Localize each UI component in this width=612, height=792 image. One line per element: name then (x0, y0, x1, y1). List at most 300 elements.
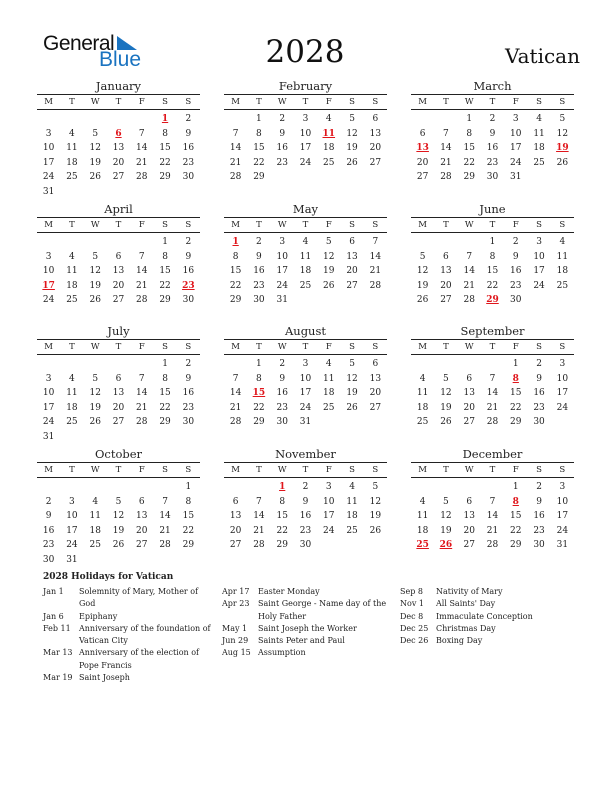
day: 20 (463, 402, 475, 413)
weekday-label: M (231, 220, 240, 230)
empty-cell (130, 480, 153, 495)
day: 13 (136, 511, 148, 521)
day: 19 (346, 388, 358, 398)
day: 17 (533, 266, 545, 276)
holiday-item (222, 586, 392, 598)
day-grid (224, 112, 387, 185)
day: 8 (256, 128, 262, 139)
day: 9 (185, 128, 192, 139)
day: 29 (510, 540, 522, 550)
day: 24 (323, 525, 335, 536)
weekday-label: F (325, 220, 332, 230)
holiday-name: Solemnity of Mary, Mother of God (79, 587, 199, 609)
day-grid (224, 357, 387, 430)
day: 29 (253, 417, 265, 427)
weekday-label: T (302, 97, 309, 107)
day: 13 (112, 388, 125, 398)
holiday-item (222, 598, 392, 623)
day: 15 (486, 266, 499, 276)
day: 28 (229, 172, 242, 182)
day: 24 (42, 172, 55, 182)
day: 16 (276, 388, 288, 398)
day: 15 (159, 266, 171, 276)
day: 16 (182, 388, 195, 398)
day: 16 (42, 525, 55, 536)
day: 4 (69, 373, 75, 384)
day: 26 (556, 157, 569, 168)
day: 28 (440, 172, 452, 182)
day: 30 (486, 172, 499, 182)
weekday-label: S (372, 465, 379, 475)
day: 19 (440, 402, 452, 413)
day: 20 (229, 525, 242, 536)
day: 13 (369, 373, 382, 384)
day: 20 (112, 280, 125, 291)
day: 3 (45, 251, 52, 262)
empty-cell (224, 480, 247, 495)
day-grid (37, 480, 200, 567)
holiday-date: Mar 13 (43, 648, 73, 658)
day: 16 (510, 266, 522, 276)
day: 7 (232, 128, 239, 139)
holiday-day: 8 (512, 496, 519, 507)
day: 10 (556, 373, 569, 384)
empty-cell (84, 480, 107, 495)
weekday-label: T (115, 342, 122, 352)
weekday-label: F (138, 465, 145, 475)
day: 9 (279, 373, 286, 384)
day-grid (224, 235, 387, 308)
day: 6 (443, 251, 449, 262)
day: 14 (136, 388, 148, 398)
day: 8 (162, 373, 168, 384)
day: 8 (466, 128, 473, 139)
holiday-day: 1 (279, 482, 286, 492)
holiday-item (222, 635, 392, 647)
day: 26 (89, 417, 101, 427)
day: 28 (136, 295, 148, 305)
holiday-name: Boxing Day (436, 636, 483, 646)
day: 12 (323, 251, 335, 262)
day: 24 (66, 540, 78, 550)
day: 23 (182, 402, 195, 413)
day: 4 (419, 373, 426, 384)
day: 14 (463, 266, 475, 276)
day: 20 (369, 143, 382, 153)
day: 9 (512, 251, 519, 262)
weekday-label: W (464, 342, 474, 352)
holiday-day: 17 (42, 280, 55, 291)
weekday-header (224, 217, 387, 233)
month-title: August (284, 324, 326, 338)
day: 21 (136, 402, 148, 413)
day: 29 (182, 540, 195, 550)
day: 1 (162, 359, 168, 369)
holiday-item (222, 623, 392, 635)
day: 2 (302, 482, 309, 492)
day: 11 (416, 388, 429, 398)
day: 12 (369, 496, 382, 507)
empty-cell (107, 480, 130, 495)
empty-cell (247, 480, 270, 495)
day: 4 (92, 496, 99, 507)
month-march (411, 79, 574, 185)
day: 7 (443, 128, 449, 139)
day: 25 (346, 525, 358, 536)
day: 9 (489, 128, 496, 139)
weekday-label: W (90, 220, 100, 230)
holiday-date: Apr 23 (222, 599, 250, 609)
day: 3 (536, 237, 542, 247)
day: 2 (45, 496, 52, 507)
day: 3 (45, 128, 52, 139)
day: 6 (372, 114, 379, 124)
empty-cell (130, 357, 153, 372)
day: 29 (159, 417, 171, 427)
empty-cell (60, 357, 83, 372)
day: 25 (323, 402, 335, 413)
day: 5 (92, 128, 99, 139)
day: 7 (489, 496, 496, 507)
empty-cell (411, 357, 434, 372)
day: 24 (510, 157, 522, 168)
weekday-label: M (418, 97, 427, 107)
day: 18 (66, 402, 78, 413)
day: 5 (419, 251, 426, 262)
weekday-label: S (372, 342, 379, 352)
month-may (224, 202, 387, 308)
day: 20 (463, 525, 475, 536)
holiday-name: Saints Peter and Paul (258, 636, 345, 646)
month-title: April (104, 202, 133, 216)
day: 9 (256, 251, 262, 262)
day: 27 (112, 172, 125, 182)
month-title: February (278, 79, 333, 93)
day-grid (224, 480, 387, 553)
country-title: Vatican (505, 44, 580, 68)
day: 21 (463, 280, 475, 291)
day: 27 (346, 280, 358, 291)
day: 31 (510, 172, 522, 182)
month-title: November (275, 447, 336, 461)
weekday-label: F (325, 465, 332, 475)
day: 22 (463, 157, 475, 168)
weekday-label: S (185, 97, 192, 107)
day: 12 (89, 388, 101, 398)
weekday-label: W (277, 97, 287, 107)
day: 10 (42, 143, 55, 153)
day: 30 (42, 554, 55, 565)
day: 26 (346, 402, 358, 413)
day: 10 (42, 388, 55, 398)
day: 13 (463, 388, 475, 398)
day: 15 (463, 143, 475, 153)
day: 9 (185, 251, 192, 262)
day: 22 (159, 280, 171, 291)
day: 25 (66, 417, 78, 427)
weekday-label: S (162, 342, 168, 352)
day-grid (411, 112, 574, 185)
holiday-name: Saint George - Name day of the Holy Father (258, 599, 387, 621)
day: 2 (256, 237, 262, 247)
day: 29 (463, 172, 475, 182)
day: 30 (510, 295, 522, 305)
day: 7 (138, 373, 145, 384)
day: 23 (486, 157, 499, 168)
day: 3 (279, 237, 286, 247)
day: 7 (489, 373, 496, 384)
day: 13 (440, 266, 452, 276)
day: 5 (92, 373, 99, 384)
day: 21 (229, 402, 242, 413)
weekday-label: T (443, 465, 449, 475)
day: 3 (302, 359, 309, 369)
weekday-label: F (512, 97, 519, 107)
day: 7 (162, 496, 168, 507)
day: 5 (349, 114, 355, 124)
day: 26 (89, 172, 101, 182)
weekday-label: T (443, 97, 449, 107)
weekday-label: T (256, 220, 262, 230)
empty-cell (107, 357, 130, 372)
day: 21 (136, 157, 148, 168)
day: 2 (185, 114, 192, 124)
weekday-label: M (44, 465, 53, 475)
day: 25 (416, 417, 429, 427)
weekday-label: T (302, 465, 309, 475)
day: 22 (510, 525, 522, 536)
day: 30 (299, 540, 312, 550)
day: 15 (182, 511, 195, 521)
day: 29 (510, 417, 522, 427)
day: 17 (299, 388, 312, 398)
day: 31 (66, 554, 78, 565)
day: 11 (66, 266, 78, 276)
day: 5 (349, 359, 355, 369)
weekday-label: M (418, 342, 427, 352)
day: 18 (323, 388, 335, 398)
empty-cell (434, 112, 457, 127)
holiday-day: 6 (115, 128, 122, 139)
day: 3 (45, 373, 52, 384)
holiday-name: Assumption (258, 648, 306, 658)
empty-cell (458, 480, 481, 495)
month-title: May (292, 202, 319, 216)
weekday-label: T (69, 97, 75, 107)
day: 22 (182, 525, 195, 536)
day: 10 (556, 496, 569, 507)
day: 12 (416, 266, 429, 276)
day: 30 (533, 540, 545, 550)
holiday-date: Sep 8 (400, 587, 423, 596)
month-title: September (460, 324, 525, 338)
weekday-header (37, 339, 200, 355)
day: 20 (346, 266, 358, 276)
day: 3 (559, 359, 566, 369)
day: 2 (185, 359, 192, 369)
weekday-label: T (69, 342, 75, 352)
day: 24 (299, 157, 312, 168)
day: 14 (486, 511, 499, 521)
month-december (411, 447, 574, 553)
day: 9 (45, 511, 52, 521)
day: 5 (115, 496, 122, 507)
day: 28 (369, 280, 382, 291)
holiday-date: Dec 26 (400, 636, 429, 646)
weekday-label: T (115, 465, 122, 475)
day: 2 (185, 237, 192, 247)
empty-cell (411, 235, 434, 250)
weekday-label: T (489, 342, 496, 352)
month-april (37, 202, 200, 308)
day: 21 (136, 280, 148, 291)
day: 10 (276, 251, 288, 262)
month-title: July (107, 324, 130, 338)
weekday-label: T (69, 465, 75, 475)
day: 4 (419, 496, 426, 507)
day: 29 (253, 172, 265, 182)
weekday-label: M (44, 220, 53, 230)
day: 23 (276, 402, 288, 413)
day: 6 (372, 359, 379, 369)
day: 18 (346, 511, 358, 521)
day: 6 (466, 373, 473, 384)
weekday-label: T (256, 465, 262, 475)
holidays-title: 2028 Holidays for Vatican (43, 572, 174, 582)
day: 28 (229, 417, 242, 427)
day: 5 (372, 482, 379, 492)
day: 22 (229, 280, 242, 291)
weekday-header (224, 94, 387, 110)
holiday-item (400, 598, 570, 610)
day: 18 (416, 525, 429, 536)
weekday-label: M (44, 97, 53, 107)
day: 20 (136, 525, 148, 536)
holiday-date: Aug 15 (222, 648, 251, 658)
day: 28 (136, 172, 148, 182)
day: 11 (416, 511, 429, 521)
day: 19 (89, 402, 101, 413)
weekday-label: T (256, 97, 262, 107)
day: 9 (185, 373, 192, 384)
day: 12 (89, 143, 101, 153)
weekday-header (224, 462, 387, 478)
day: 3 (512, 114, 519, 124)
day: 2 (279, 114, 286, 124)
day: 15 (253, 143, 265, 153)
month-june (411, 202, 574, 308)
day: 17 (556, 388, 569, 398)
holiday-item (222, 647, 392, 659)
day: 8 (489, 251, 496, 262)
day: 8 (185, 496, 192, 507)
day: 27 (112, 295, 125, 305)
holiday-date: Dec 8 (400, 611, 424, 621)
day: 22 (253, 157, 265, 168)
day: 14 (136, 266, 148, 276)
day: 4 (536, 114, 542, 124)
day: 8 (256, 373, 262, 384)
weekday-label: F (325, 342, 332, 352)
day: 27 (440, 295, 452, 305)
weekday-label: F (512, 465, 519, 475)
empty-cell (107, 112, 130, 127)
month-february (224, 79, 387, 185)
day: 16 (182, 266, 195, 276)
day: 30 (533, 417, 545, 427)
day-grid (37, 357, 200, 444)
weekday-label: W (464, 220, 474, 230)
empty-cell (60, 112, 83, 127)
day: 9 (536, 373, 542, 384)
day: 11 (556, 251, 569, 262)
weekday-label: S (162, 97, 168, 107)
day: 23 (253, 280, 265, 291)
holiday-name: Anniversary of the election of Pope Francis (79, 648, 200, 670)
day: 30 (182, 417, 195, 427)
day: 31 (556, 540, 569, 550)
weekday-label: S (349, 97, 355, 107)
holiday-name: All Saints' Day (436, 599, 496, 609)
day: 2 (279, 359, 286, 369)
day: 20 (416, 157, 429, 168)
weekday-label: S (559, 465, 566, 475)
weekday-label: W (464, 97, 474, 107)
day-grid (411, 480, 574, 553)
day: 19 (440, 525, 452, 536)
day: 16 (182, 143, 195, 153)
day: 8 (162, 251, 168, 262)
day: 24 (42, 417, 55, 427)
day: 20 (112, 402, 125, 413)
day: 26 (416, 295, 429, 305)
empty-cell (411, 480, 434, 495)
day: 31 (42, 431, 55, 442)
holiday-day: 26 (439, 540, 453, 550)
empty-cell (458, 235, 481, 250)
day: 22 (253, 402, 265, 413)
day: 22 (276, 525, 288, 536)
weekday-header (411, 94, 574, 110)
day: 21 (486, 525, 499, 536)
day: 7 (232, 373, 239, 384)
empty-cell (434, 357, 457, 372)
logo-text-general: General (43, 32, 115, 55)
day: 26 (369, 525, 382, 536)
weekday-label: S (162, 465, 168, 475)
day: 14 (229, 143, 242, 153)
day: 4 (559, 237, 566, 247)
day: 23 (533, 525, 545, 536)
day: 30 (253, 295, 265, 305)
empty-cell (130, 235, 153, 250)
day: 18 (66, 280, 78, 291)
weekday-header (37, 462, 200, 478)
holiday-date: May 1 (222, 623, 248, 633)
empty-cell (37, 112, 60, 127)
day: 17 (42, 402, 55, 413)
day: 9 (279, 128, 286, 139)
day: 29 (159, 295, 171, 305)
day: 16 (253, 266, 265, 276)
day: 5 (443, 496, 449, 507)
day: 26 (323, 280, 335, 291)
day: 18 (299, 266, 312, 276)
day: 6 (115, 251, 122, 262)
day: 14 (440, 143, 452, 153)
day: 15 (229, 266, 242, 276)
day: 2 (512, 237, 519, 247)
